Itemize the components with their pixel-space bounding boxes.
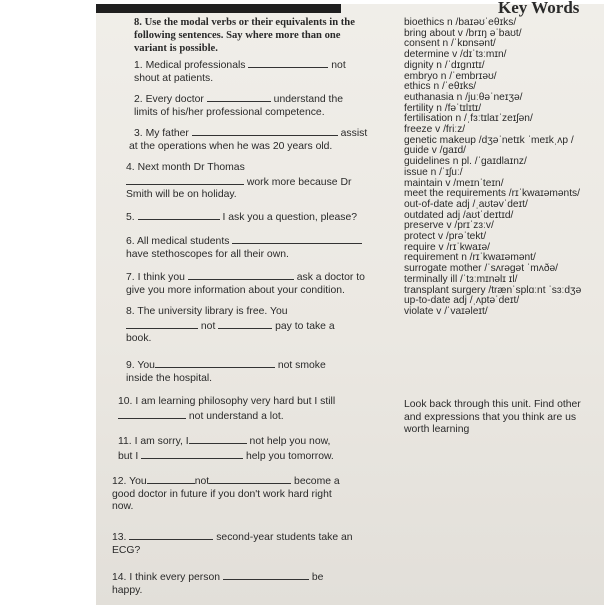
vocab-entry: bring about v /brɪŋ əˈbaʊt/: [404, 27, 522, 39]
exercise-text: Smith will be on holiday.: [126, 189, 237, 201]
exercise-text: assist: [340, 128, 368, 139]
exercise-text: happy.: [112, 584, 143, 596]
exercise-text: have stethoscopes for all their own.: [126, 248, 289, 260]
vocab-entry: determine v /dɪˈtɜːmɪn/: [404, 49, 507, 61]
exercise-text: All medical students: [137, 236, 230, 247]
answer-blank[interactable]: [232, 234, 362, 244]
exercise-text: not: [331, 60, 346, 71]
vocab-entry: freeze v /friːz/: [404, 124, 466, 136]
exercise-text: not: [194, 476, 210, 487]
exercise-12: [112, 474, 340, 514]
answer-blank[interactable]: [126, 319, 198, 329]
vocab-entry: protect v /prəˈtekt/: [404, 231, 487, 243]
vocab-entry: maintain v /meɪnˈteɪn/: [404, 177, 504, 189]
answer-blank[interactable]: [141, 449, 243, 459]
vocab-entry: surrogate mother /ˈsʌrəgət ˈmʌðə/: [404, 263, 559, 275]
answer-blank[interactable]: [147, 474, 195, 484]
exercise-number: 7.: [126, 272, 135, 283]
exercise-text: not: [200, 320, 216, 332]
exercise-text: I am sorry, I: [134, 436, 189, 447]
answer-blank[interactable]: [218, 319, 272, 329]
exercise-text: second-year students take an: [216, 532, 353, 543]
exercise-13: [112, 530, 353, 557]
note-line: and expressions that you think are us: [404, 411, 577, 423]
exercise-text: I think every person: [129, 572, 221, 583]
exercise-text: help you tomorrow.: [246, 450, 334, 462]
exercise-number: 1.: [134, 60, 143, 71]
exercise-number: 11.: [118, 436, 132, 447]
exercise-text: I ask you a question, please?: [222, 212, 358, 223]
exercise-text: I am learning philosophy very hard but I still: [135, 396, 336, 407]
answer-blank[interactable]: [138, 210, 220, 220]
answer-blank[interactable]: [192, 126, 338, 136]
exercise-number: 5.: [126, 212, 135, 223]
exercise-number: 12.: [112, 476, 127, 487]
vocabulary-list: [404, 18, 581, 318]
exercise-number: 3.: [134, 128, 143, 139]
exercise-number: 14.: [112, 572, 127, 583]
vocab-entry: up-to-date adj /ˌʌptəˈdeɪt/: [404, 295, 520, 307]
exercise-instructions: [134, 16, 374, 55]
note-line: Look back through this unit. Find other: [404, 399, 581, 410]
vocab-entry: requirement n /rɪˈkwaɪəmənt/: [404, 252, 536, 264]
look-back-note: [404, 399, 604, 437]
vocab-entry: outdated adj /aʊtˈdeɪtɪd/: [404, 209, 514, 221]
answer-blank[interactable]: [126, 175, 244, 185]
answer-blank[interactable]: [155, 358, 275, 368]
exercise-text: You: [137, 360, 155, 371]
exercise-text: become a: [294, 476, 340, 487]
exercise-7: [126, 270, 365, 297]
exercise-6: [126, 234, 362, 261]
vocab-entry: euthanasia n /juːθəˈneɪʒə/: [404, 91, 523, 103]
exercise-number: 9.: [126, 360, 135, 371]
exercise-text: give you more information about your condition.: [126, 284, 345, 296]
vocab-entry: terminally ill /ˈtɜːmɪnəlɪ ɪl/: [404, 273, 518, 285]
exercise-text: understand the: [273, 94, 343, 105]
exercise-text: The university library is free. You: [137, 306, 288, 317]
exercise-number: 2.: [134, 94, 143, 105]
exercise-text: book.: [126, 333, 152, 345]
answer-blank[interactable]: [223, 570, 309, 580]
exercise-text: not understand a lot.: [188, 410, 284, 422]
exercise-text: My father: [145, 128, 189, 139]
exercise-number: 10.: [118, 396, 133, 407]
exercise-number: 4.: [126, 162, 135, 173]
top-dark-strip: [96, 4, 341, 13]
vocab-entry: guide v /gaɪd/: [404, 145, 466, 157]
exercise-number: 13.: [112, 532, 127, 543]
exercise-text: ECG?: [112, 544, 141, 556]
exercise-text: ask a doctor to: [296, 272, 365, 283]
answer-blank[interactable]: [207, 92, 271, 102]
exercise-number: 8.: [126, 306, 135, 317]
vocab-entry: violate v /ˈvaɪəleɪt/: [404, 305, 488, 317]
vocab-entry: issue n /ˈɪʃuː/: [404, 166, 463, 178]
background-left: [0, 0, 96, 605]
exercise-text: shout at patients.: [134, 72, 214, 84]
exercise-number: 6.: [126, 236, 135, 247]
keywords-title: Key Words: [498, 0, 580, 17]
exercise-4: [126, 162, 351, 202]
exercise-11: [118, 434, 334, 463]
exercise-5: [126, 210, 357, 225]
exercise-9: [126, 358, 326, 385]
answer-blank[interactable]: [248, 58, 328, 68]
vocab-entry: ethics n /ˈeθɪks/: [404, 81, 477, 93]
vocab-entry: embryo n /ˈembrɪəʊ/: [404, 70, 497, 82]
textbook-page: [96, 0, 604, 605]
exercise-text: Next month Dr Thomas: [137, 162, 245, 173]
exercise-text: but I: [118, 450, 139, 462]
exercise-text: Every doctor: [145, 94, 204, 105]
vocab-entry: consent n /ˈkɒnsənt/: [404, 38, 496, 50]
answer-blank[interactable]: [118, 409, 186, 419]
instruction-line: following sentences. Say where more than one: [134, 30, 341, 41]
exercise-10: [118, 396, 335, 423]
exercise-text: pay to take a: [275, 320, 335, 332]
vocab-entry: require v /rɪˈkwaɪə/: [404, 241, 490, 253]
vocab-entry: preserve v /prɪˈzɜːv/: [404, 220, 494, 232]
exercise-text: inside the hospital.: [126, 372, 213, 384]
exercise-text: limits of his/her professional competence.: [134, 106, 325, 118]
instruction-line: 8. Use the modal verbs or their equivalents in the: [134, 17, 355, 28]
exercise-2: [134, 92, 343, 119]
exercise-text: Medical professionals: [145, 60, 246, 71]
exercise-3: [129, 126, 368, 153]
vocab-entry: fertility n /fəˈtɪlɪtɪ/: [404, 102, 482, 114]
exercise-text: now.: [112, 501, 134, 513]
vocab-entry: bioethics n /baɪəʊˈeθɪks/: [404, 17, 517, 28]
note-line: worth learning: [404, 424, 470, 436]
answer-blank[interactable]: [189, 434, 247, 444]
vocab-entry: genetic makeup /dʒəˈnetɪk ˈmeɪkˌʌp /: [404, 134, 574, 146]
exercise-text: at the operations when he was 20 years old.: [129, 140, 333, 152]
answer-blank[interactable]: [129, 530, 213, 540]
exercise-8: [126, 306, 335, 346]
answer-blank[interactable]: [209, 474, 291, 484]
vocab-entry: out-of-date adj /ˌaʊtəvˈdeɪt/: [404, 198, 528, 210]
vocab-entry: meet the requirements /rɪˈkwaɪəmənts/: [404, 188, 580, 200]
exercise-text: not smoke: [277, 360, 326, 371]
exercise-text: I think you: [137, 272, 185, 283]
exercise-text: not help you now,: [249, 436, 331, 447]
exercise-1: [134, 58, 346, 85]
answer-blank[interactable]: [188, 270, 294, 280]
exercise-text: work more because Dr: [246, 176, 352, 188]
exercise-text: You: [129, 476, 147, 487]
vocab-entry: transplant surgery /trænˈsplɑːnt ˈsɜːdʒə: [404, 284, 582, 296]
exercise-text: good doctor in future if you don't work hard right: [112, 488, 332, 500]
vocab-entry: fertilisation n /ˌfɜːtɪlaɪˈzeɪʃən/: [404, 113, 533, 125]
exercise-text: be: [311, 572, 324, 583]
exercise-14: [112, 570, 323, 597]
vocab-entry: guidelines n pl. /ˈgaɪdlaɪnz/: [404, 156, 527, 168]
instruction-line: variant is possible.: [134, 43, 218, 54]
vocab-entry: dignity n /ˈdɪgnɪtɪ/: [404, 59, 485, 71]
